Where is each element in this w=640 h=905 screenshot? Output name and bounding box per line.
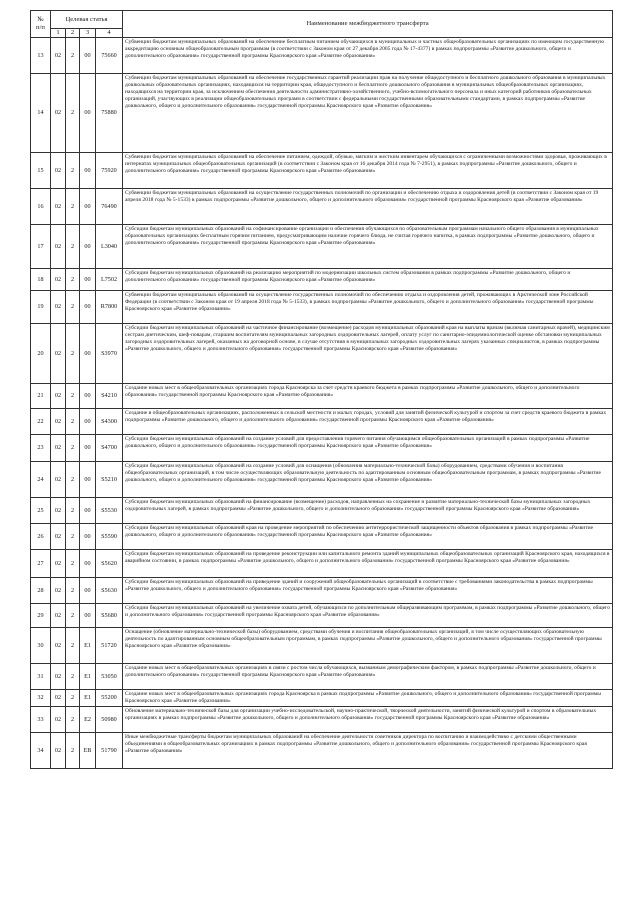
transfer-description: Субсидии бюджетам муниципальных образований на софинансирование организации и обеспечения обучающихся по образовательным программам начального общего образования в муниципальных образовательных организациях бесплатным горячим питанием, предусматривающим наличие горячего блюда, не считая горячего напитка, в рамках подпрограммы «Развитие дошкольного, общего и дополнительного образования» государственной программы Красноярского края «Развитие образования» (123, 224, 613, 268)
code-expense: S5530 (96, 497, 123, 523)
row-number: 34 (31, 732, 51, 768)
table-row (31, 188, 613, 224)
row-number: 33 (31, 706, 51, 732)
code-program: 02 (51, 663, 66, 689)
transfer-description: Субсидии бюджетам муниципальных образований на частичное финансирование (возмещение) расходов муниципальных образований края на выплаты врачам (включая санитарных врачей), медицинским сестрам диетическим, шеф-поварам, старшим воспитателям муниципальных загородных оздоровительных лагерей, оплату услуг по санитарно-эпидемиологической оценке обстановки муниципальных загородных оздоровительных лагерей, оказанных на договорной основе, в случае отсутствия в муниципальных загородных оздоровительных лагерях указанных специалистов, в рамках подпрограммы «Развитие дошкольного, общего и дополнительного образования» государственной программы Красноярского края «Развитие образования» (123, 323, 613, 383)
row-number: 29 (31, 603, 51, 627)
code-expense: 75920 (96, 152, 123, 188)
code-subprogram: 2 (66, 434, 80, 461)
code-expense: 75660 (96, 37, 123, 73)
code-program: 02 (51, 706, 66, 732)
col-1-header: 1 (51, 29, 66, 38)
code-direction: 00 (80, 434, 96, 461)
table-row (31, 408, 613, 434)
code-program: 02 (51, 268, 66, 290)
table-body (31, 37, 613, 768)
row-number: 25 (31, 497, 51, 523)
code-direction: 00 (80, 461, 96, 497)
code-direction: 00 (80, 383, 96, 408)
code-program: 02 (51, 290, 66, 323)
table-row (31, 224, 613, 268)
transfer-description: Создание новых мест в общеобразовательных организациях в связи с ростом числа обучающихся, вызванным демографическим фактором, в рамках подпрограммы «Развитие дошкольного, общего и дополнительного образования» государственной программы Красноярского края «Развитие образования» (123, 663, 613, 689)
code-program: 02 (51, 37, 66, 73)
transfer-description: Субсидии бюджетам муниципальных образований на проведение реконструкции или капитального ремонта зданий муниципальных общеобразовательных организаций Красноярского края, находящихся в аварийном состоянии, в рамках подпрограммы «Развитие дошкольного, общего и дополнительного образования» государственной программы Красноярского края «Развитие образования» (123, 549, 613, 577)
transfer-description: Субсидии бюджетам муниципальных образований на увеличение охвата детей, обучающихся по дополнительным общеразвивающим программам, в рамках подпрограммы «Развитие дошкольного, общего и дополнительного образования» государственной программы Красноярского края «Развитие образования» (123, 603, 613, 627)
code-direction: E1 (80, 663, 96, 689)
code-expense: 51790 (96, 732, 123, 768)
header-row-main (31, 11, 613, 29)
transfer-description: Создание новых мест в общеобразовательных организациях города Красноярска в рамках подпрограммы «Развитие дошкольного, общего и дополнительного образования» государственной программы Красноярского края «Развитие образования» (123, 689, 613, 706)
code-direction: 00 (80, 523, 96, 549)
code-subprogram: 2 (66, 323, 80, 383)
code-direction: 00 (80, 73, 96, 152)
code-subprogram: 2 (66, 37, 80, 73)
code-expense: S5590 (96, 523, 123, 549)
transfer-description: Субсидии бюджетам муниципальных образований на финансирование (возмещение) расходов, направленных на сохранение и развитие материально-технической базы муниципальных загородных оздоровительных лагерей, в рамках подпрограммы «Развитие дошкольного, общего и дополнительного образования» государственной программы Красноярского края «Развитие образования» (123, 497, 613, 523)
col-2-header: 2 (66, 29, 80, 38)
table-row (31, 732, 613, 768)
code-program: 02 (51, 323, 66, 383)
table-row (31, 577, 613, 603)
row-number: 19 (31, 290, 51, 323)
transfer-description: Субвенции бюджетам муниципальных образований на осуществление государственных полномочий по обеспечению отдыха и оздоровления детей, проживающих в Арктической зоне Российской Федерации (в соответствии с Законом края от 19 апреля 2018 года № 5-1533), в рамках подпрограммы «Развитие дошкольного, общего и дополнительного образования» государственной программы Красноярского края «Развитие образования» (123, 290, 613, 323)
code-program: 02 (51, 434, 66, 461)
code-subprogram: 2 (66, 73, 80, 152)
code-direction: 00 (80, 37, 96, 73)
row-number: 16 (31, 188, 51, 224)
code-direction: 00 (80, 152, 96, 188)
table-row (31, 461, 613, 497)
code-expense: S5210 (96, 461, 123, 497)
code-program: 02 (51, 188, 66, 224)
code-subprogram: 2 (66, 732, 80, 768)
table-row (31, 152, 613, 188)
code-program: 02 (51, 383, 66, 408)
code-subprogram: 2 (66, 152, 80, 188)
table-row (31, 689, 613, 706)
code-expense: 51720 (96, 627, 123, 663)
table-row (31, 497, 613, 523)
code-program: 02 (51, 461, 66, 497)
table-row (31, 268, 613, 290)
code-subprogram: 2 (66, 290, 80, 323)
row-number: 31 (31, 663, 51, 689)
code-program: 02 (51, 497, 66, 523)
code-subprogram: 2 (66, 663, 80, 689)
code-direction: E2 (80, 706, 96, 732)
row-number: 30 (31, 627, 51, 663)
code-expense: 55200 (96, 689, 123, 706)
code-expense: S5630 (96, 577, 123, 603)
code-subprogram: 2 (66, 188, 80, 224)
code-program: 02 (51, 603, 66, 627)
row-number: 23 (31, 434, 51, 461)
code-subprogram: 2 (66, 577, 80, 603)
row-number: 21 (31, 383, 51, 408)
code-direction: 00 (80, 549, 96, 577)
code-expense: S4210 (96, 383, 123, 408)
table-row (31, 663, 613, 689)
transfer-description: Создание в общеобразовательных организациях, расположенных в сельской местности и малых городах, условий для занятий физической культурой и спортом за счет средств краевого бюджета в рамках подпрограммы «Развитие дошкольного, общего и дополнительного образования» государственной программы Красноярского края «Развитие образования» (123, 408, 613, 434)
row-number: 27 (31, 549, 51, 577)
code-program: 02 (51, 408, 66, 434)
code-expense: S4300 (96, 408, 123, 434)
code-program: 02 (51, 577, 66, 603)
table-row (31, 290, 613, 323)
code-direction: E1 (80, 689, 96, 706)
code-direction: 00 (80, 408, 96, 434)
row-number: 15 (31, 152, 51, 188)
transfer-description: Субсидии бюджетам муниципальных образований на создание условий для оснащения (обновления материально-технической базы) оборудованием, средствами обучения и воспитания общеобразовательных организаций, в том числе осуществляющих образовательную деятельность по адаптированным основным общеобразовательным программам, в рамках подпрограммы «Развитие дошкольного, общего и дополнительного образования» государственной программы Красноярского края «Развитие образования» (123, 461, 613, 497)
code-program: 02 (51, 523, 66, 549)
row-number: 28 (31, 577, 51, 603)
transfer-description: Оснащение (обновление материально-технической базы) оборудованием, средствами обучения и воспитания общеобразовательных организаций, в том числе осуществляющих образовательную деятельность по адаптированным основным общеобразовательным программам, в рамках подпрограммы «Развитие дошкольного, общего и дополнительного образования» государственной программы Красноярского края «Развитие образования» (123, 627, 613, 663)
code-expense: S5620 (96, 549, 123, 577)
code-expense: R7800 (96, 290, 123, 323)
row-number: 14 (31, 73, 51, 152)
table-row (31, 706, 613, 732)
code-program: 02 (51, 224, 66, 268)
row-number: 26 (31, 523, 51, 549)
code-expense: 76490 (96, 188, 123, 224)
col-target-header: Целевая статья (51, 11, 123, 29)
code-subprogram: 2 (66, 523, 80, 549)
code-expense: S5680 (96, 603, 123, 627)
table-row (31, 549, 613, 577)
table-row (31, 523, 613, 549)
code-subprogram: 2 (66, 603, 80, 627)
row-number: 20 (31, 323, 51, 383)
transfer-description: Субсидии бюджетам муниципальных образований на приведение зданий и сооружений общеобразовательных организаций в соответствие с требованиями законодательства в рамках подпрограммы «Развитие дошкольного, общего и дополнительного образования» государственной программы Красноярского края «Развитие образования» (123, 577, 613, 603)
code-expense: 53050 (96, 663, 123, 689)
code-direction: 00 (80, 268, 96, 290)
code-subprogram: 2 (66, 689, 80, 706)
code-direction: EB (80, 732, 96, 768)
code-program: 02 (51, 689, 66, 706)
code-subprogram: 2 (66, 383, 80, 408)
code-subprogram: 2 (66, 408, 80, 434)
code-direction: 00 (80, 577, 96, 603)
code-expense: 75880 (96, 73, 123, 152)
col-name-header: Наименование межбюджетного трансферта (123, 11, 613, 38)
table-row (31, 323, 613, 383)
code-direction: 00 (80, 323, 96, 383)
code-expense: L7502 (96, 268, 123, 290)
code-program: 02 (51, 152, 66, 188)
code-subprogram: 2 (66, 497, 80, 523)
code-expense: L3040 (96, 224, 123, 268)
code-expense: 50980 (96, 706, 123, 732)
row-number: 32 (31, 689, 51, 706)
code-program: 02 (51, 549, 66, 577)
code-direction: E1 (80, 627, 96, 663)
row-number: 18 (31, 268, 51, 290)
code-subprogram: 2 (66, 224, 80, 268)
code-direction: 00 (80, 290, 96, 323)
row-number: 24 (31, 461, 51, 497)
code-subprogram: 2 (66, 627, 80, 663)
code-subprogram: 2 (66, 706, 80, 732)
code-direction: 00 (80, 603, 96, 627)
table-row (31, 603, 613, 627)
code-direction: 00 (80, 188, 96, 224)
transfer-description: Субвенции бюджетам муниципальных образований на осуществление государственных полномочий по организации и обеспечению отдыха и оздоровления детей (в соответствии с Законом края от 19 апреля 2018 года № 5-1533) в рамках подпрограммы «Развитие дошкольного, общего и дополнительного образования» государственной программы Красноярского края «Развитие образования» (123, 188, 613, 224)
row-number: 17 (31, 224, 51, 268)
transfer-description: Субсидии бюджетам муниципальных образований на реализацию мероприятий по модернизации школьных систем образования в рамках подпрограммы «Развитие дошкольного, общего и дополнительного образования» государственной программы Красноярского края «Развитие образования» (123, 268, 613, 290)
code-program: 02 (51, 73, 66, 152)
transfer-description: Обновление материально-технической базы для организации учебно-исследовательской, научно-практической, творческой деятельности, занятий физической культурой и спортом в образовательных организациях в рамках подпрограммы «Развитие дошкольного, общего и дополнительного образования» государственной программы Красноярского края «Развитие образования» (123, 706, 613, 732)
table-row (31, 73, 613, 152)
col-4-header: 4 (96, 29, 123, 38)
code-direction: 00 (80, 497, 96, 523)
transfers-table (30, 10, 613, 769)
transfer-description: Субвенции бюджетам муниципальных образований на обеспечение государственных гарантий реализации прав на получение общедоступного и бесплатного дошкольного образования в муниципальных дошкольных образовательных организациях, находящихся на территории края, общедоступного и бесплатного дошкольного образования в муниципальных общеобразовательных организациях, находящихся на территории края, за исключением обеспечения деятельности административно-хозяйственного, учебно-вспомогательного персонала и иных категорий работников образовательных организаций, участвующих в реализации общеобразовательных программ в соответствии с федеральными государственными образовательными стандартами, в рамках подпрограммы «Развитие дошкольного, общего и дополнительного образования» государственной программы Красноярского края «Развитие образования» (123, 73, 613, 152)
transfer-description: Субвенции бюджетам муниципальных образований на обеспечение бесплатным питанием обучающихся в муниципальных и частных общеобразовательных организациях по имеющим государственную аккредитацию основным общеобразовательным программам (в соответствии с Законом края от 27 декабря 2005 года № 17-4377) в рамках подпрограммы «Развитие дошкольного, общего и дополнительного образования» государственной программы Красноярского края «Развитие образования» (123, 37, 613, 73)
table-row (31, 627, 613, 663)
table-row (31, 383, 613, 408)
document-page (30, 10, 612, 769)
transfer-description: Субсидии бюджетам муниципальных образований на создание условий для предоставления горячего питания обучающимся общеобразовательных организаций в рамках подпрограммы «Развитие дошкольного, общего и дополнительного образования» государственной программы Красноярского края «Развитие образования» (123, 434, 613, 461)
col-num-header: № п/п (31, 11, 51, 38)
code-subprogram: 2 (66, 268, 80, 290)
code-subprogram: 2 (66, 461, 80, 497)
code-program: 02 (51, 732, 66, 768)
transfer-description: Субвенции бюджетам муниципальных образований на обеспечение питанием, одеждой, обувью, мягким и жестким инвентарем обучающихся с ограниченными возможностями здоровья, проживающих в интернатах муниципальных общеобразовательных организаций (в соответствии с Законом края от 16 декабря 2014 года № 7-2951), в рамках подпрограммы «Развитие дошкольного, общего и дополнительного образования» государственной программы Красноярского края «Развитие образования» (123, 152, 613, 188)
col-3-header: 3 (80, 29, 96, 38)
transfer-description: Иные межбюджетные трансферты бюджетам муниципальных образований на обеспечение деятельности советников директора по воспитанию и взаимодействию с детскими общественными объединениями в общеобразовательных организациях в рамках подпрограммы «Развитие дошкольного, общего и дополнительного образования» государственной программы Красноярского края «Развитие образования» (123, 732, 613, 768)
code-expense: S3970 (96, 323, 123, 383)
code-expense: S4700 (96, 434, 123, 461)
transfer-description: Создание новых мест в общеобразовательных организациях города Красноярска за счет средств краевого бюджета в рамках подпрограммы «Развитие дошкольного, общего и дополнительного образования» государственной программы Красноярского края «Развитие образования» (123, 383, 613, 408)
row-number: 13 (31, 37, 51, 73)
code-direction: 00 (80, 224, 96, 268)
transfer-description: Субсидии бюджетам муниципальных образований края на проведение мероприятий по обеспечению антитеррористической защищенности объектов образования в рамках подпрограммы «Развитие дошкольного, общего и дополнительного образования» государственной программы Красноярского края «Развитие образования» (123, 523, 613, 549)
code-subprogram: 2 (66, 549, 80, 577)
table-row (31, 434, 613, 461)
table-row (31, 37, 613, 73)
code-program: 02 (51, 627, 66, 663)
row-number: 22 (31, 408, 51, 434)
